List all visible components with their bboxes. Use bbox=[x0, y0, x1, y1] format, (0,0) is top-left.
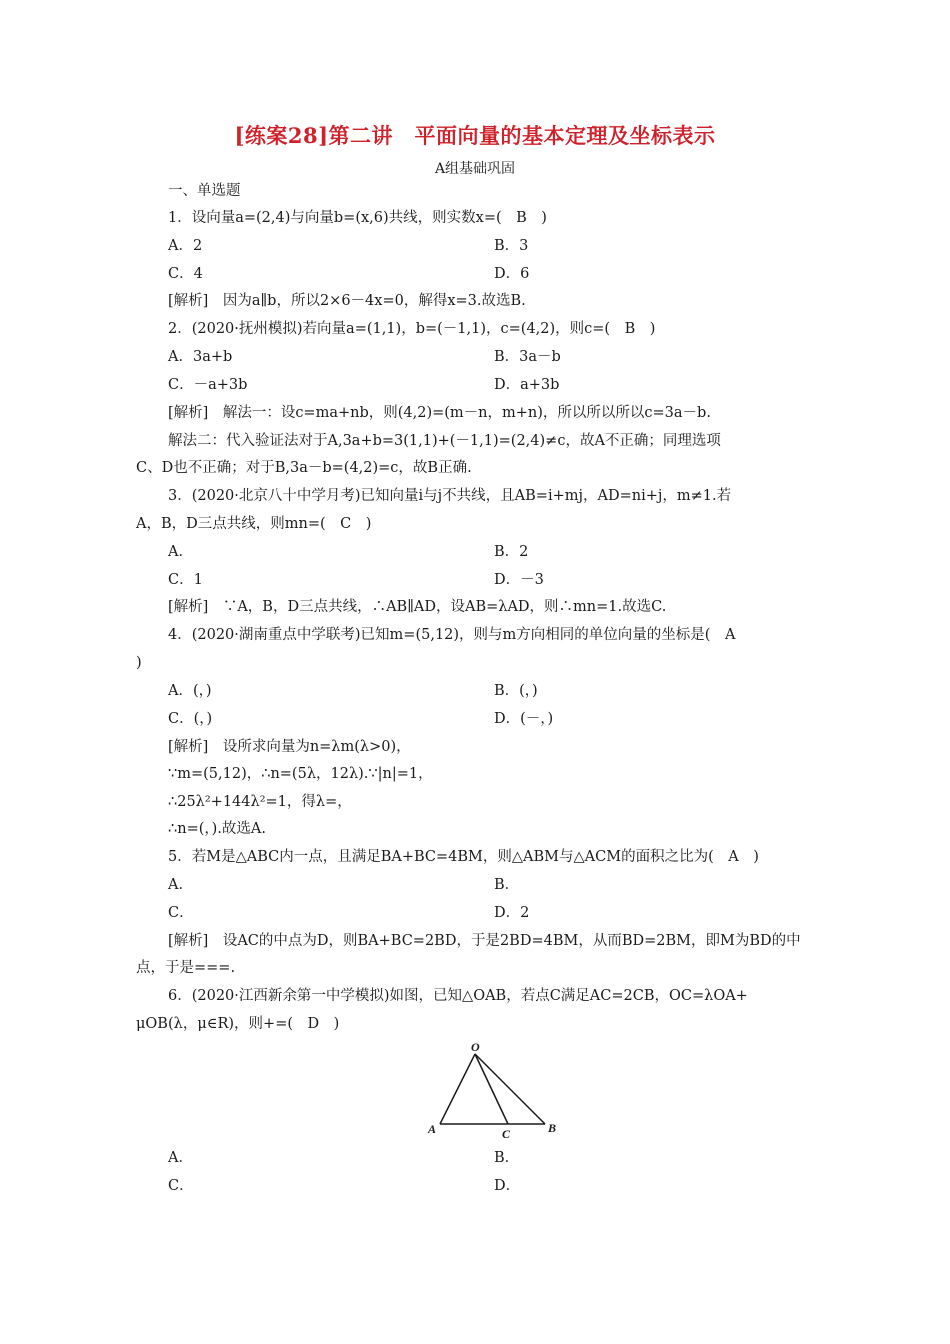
q2-analysis-1: [解析] 解法一：设c=ma+nb，则(4,2)=(m－n，m+n)，所以所以所以c=3a－b. bbox=[168, 405, 711, 421]
q3-option-d: D．－3 bbox=[494, 572, 544, 588]
q3-option-c: C．1 bbox=[168, 572, 203, 588]
q4-stem-2: ) bbox=[136, 655, 142, 671]
q5-analysis-1: [解析] 设AC的中点为D，则BA+BC=2BD，于是2BD=4BM，从而BD=2BM，即M为BD的中 bbox=[168, 933, 801, 949]
q4-analysis-1: [解析] 设所求向量为n=λm(λ>0)， bbox=[168, 739, 411, 755]
q4-option-b: B．(，) bbox=[494, 683, 538, 699]
q5-analysis-2: 点，于是===. bbox=[136, 960, 236, 976]
q6-stem-1: 6．(2020·江西新余第一中学模拟)如图，已知△OAB，若点C满足AC=2CB，OC=λOA+ bbox=[168, 988, 748, 1004]
q1-analysis: [解析] 因为a∥b，所以2×6－4x=0，解得x=3.故选B. bbox=[168, 293, 526, 309]
q5-option-d: D．2 bbox=[494, 905, 530, 921]
q4-analysis-4: ∴n=(，).故选A. bbox=[168, 821, 266, 837]
q3-analysis: [解析] ∵A，B，D三点共线，∴AB∥AD，设AB=λAD，则∴mn=1.故选C. bbox=[168, 599, 667, 615]
q5-stem: 5．若M是△ABC内一点，且满足BA+BC=4BM，则△ABM与△ACM的面积之比为( A ) bbox=[168, 849, 759, 865]
q4-option-d: D．(－，) bbox=[494, 711, 554, 727]
q3-option-a: A． bbox=[168, 544, 193, 560]
q6-option-c: C． bbox=[168, 1178, 194, 1194]
q2-analysis-2: 解法二：代入验证法对于A,3a+b=3(1,1)+(－1,1)=(2,4)≠c，故A不正确；同理选项 bbox=[168, 433, 721, 449]
q3-stem-2: A，B，D三点共线，则mn=( C ) bbox=[136, 516, 372, 532]
q1-stem: 1．设向量a=(2,4)与向量b=(x,6)共线，则实数x=( B ) bbox=[168, 210, 547, 226]
q1-option-d: D．6 bbox=[494, 266, 530, 282]
q2-option-d: D．a+3b bbox=[494, 377, 560, 393]
label-a: A bbox=[428, 1122, 437, 1136]
segment-oa bbox=[440, 1054, 475, 1124]
q6-option-b: B． bbox=[494, 1150, 520, 1166]
page-title: [练案28]第二讲 平面向量的基本定理及坐标表示 bbox=[234, 123, 716, 148]
q5-option-b: B． bbox=[494, 877, 520, 893]
triangle-figure bbox=[420, 1042, 570, 1146]
q3-option-b: B．2 bbox=[494, 544, 529, 560]
q5-option-c: C． bbox=[168, 905, 194, 921]
q4-option-a: A．(，) bbox=[168, 683, 212, 699]
q2-analysis-3: C、D也不正确；对于B,3a－b=(4,2)=c，故B正确. bbox=[136, 460, 472, 476]
q1-option-c: C．4 bbox=[168, 266, 203, 282]
q2-option-a: A．3a+b bbox=[168, 349, 233, 365]
q4-analysis-2: ∵m=(5,12)，∴n=(5λ，12λ).∵|n|=1， bbox=[168, 766, 433, 782]
page-subtitle: A组基础巩固 bbox=[434, 161, 516, 177]
q1-option-a: A．2 bbox=[168, 238, 203, 254]
q6-option-d: D． bbox=[494, 1178, 521, 1194]
section-heading: 一、单选题 bbox=[168, 183, 241, 199]
label-b: B bbox=[548, 1121, 557, 1135]
label-o: O bbox=[471, 1042, 480, 1054]
q3-stem-1: 3．(2020·北京八十中学月考)已知向量i与j不共线，且AB=i+mj，AD=ni+j，m≠1.若 bbox=[168, 488, 732, 504]
q5-option-a: A． bbox=[168, 877, 193, 893]
q4-analysis-3: ∴25λ²+144λ²=1，得λ=， bbox=[168, 794, 352, 810]
segment-oc bbox=[475, 1054, 508, 1124]
label-c: C bbox=[502, 1127, 511, 1141]
q2-option-b: B．3a－b bbox=[494, 349, 561, 365]
q6-stem-2: μOB(λ，μ∈R)，则+=( D ) bbox=[136, 1016, 340, 1032]
q2-option-c: C．－a+3b bbox=[168, 377, 248, 393]
segment-ob bbox=[475, 1054, 545, 1124]
q4-stem-1: 4．(2020·湖南重点中学联考)已知m=(5,12)，则与m方向相同的单位向量的坐标是( A bbox=[168, 627, 736, 643]
q1-option-b: B．3 bbox=[494, 238, 529, 254]
q6-option-a: A． bbox=[168, 1150, 193, 1166]
q2-stem: 2．(2020·抚州模拟)若向量a=(1,1)，b=(－1,1)，c=(4,2)，则c=( B ) bbox=[168, 321, 656, 337]
q4-option-c: C．(，) bbox=[168, 711, 213, 727]
